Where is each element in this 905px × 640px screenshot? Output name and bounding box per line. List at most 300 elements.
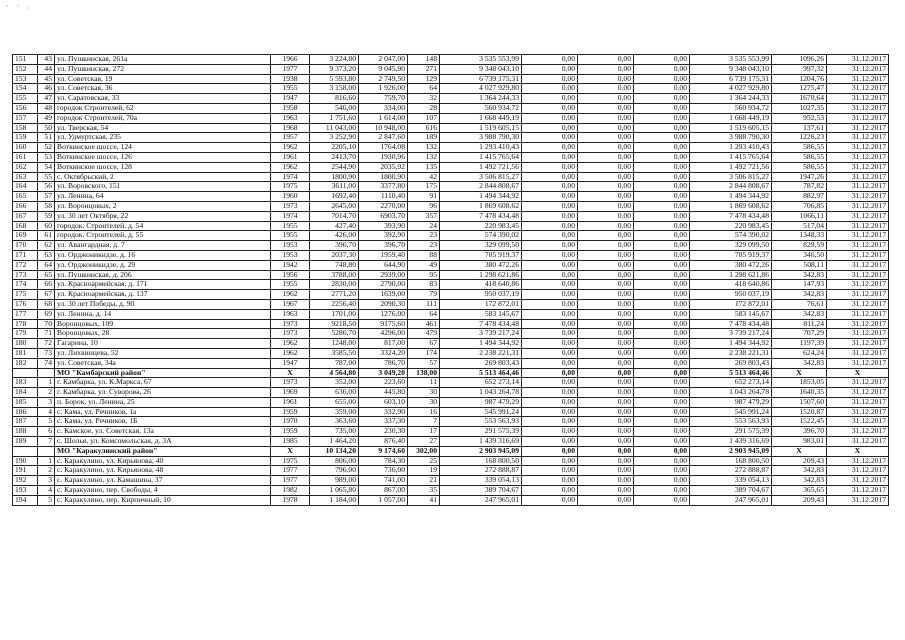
cell-residents: 138,00 (408, 368, 440, 378)
cell-local-number: 62 (38, 241, 55, 251)
cell-living-area: 1930,96 (359, 152, 408, 162)
cell-living-area: 3377,80 (359, 182, 408, 192)
cell-living-area: 2270,00 (359, 201, 408, 211)
cell-cost-c: 0,00 (634, 388, 690, 398)
cell-cost-a: 0,00 (522, 427, 578, 437)
cell-cost-a: 0,00 (522, 388, 578, 398)
cell-residents: 17 (408, 427, 440, 437)
cell-address: ул. Красноармейская, д. 171 (55, 280, 271, 290)
cell-row-number: 180 (13, 339, 38, 349)
cell-cost-b: 0,00 (578, 94, 634, 104)
table-body (13, 55, 889, 506)
cell-address: Воткинское шоссе, 126 (55, 152, 271, 162)
cell-final-cost: 1 492 721,56 (690, 162, 772, 172)
cell-living-area: 6903,70 (359, 211, 408, 221)
cell-residents: 95 (408, 270, 440, 280)
cell-total-cost: 1 494 344,92 (440, 192, 522, 202)
cell-row-number: 184 (13, 388, 38, 398)
cell-deadline: 31.12.2017 (827, 339, 889, 349)
cell-total-area: 3 224,80 (310, 55, 359, 65)
cell-cost-a: 0,00 (522, 123, 578, 133)
table-row (13, 495, 889, 505)
cell-residents: 67 (408, 339, 440, 349)
cell-local-number: 70 (38, 319, 55, 329)
cell-build-year: 1962 (271, 290, 310, 300)
cell-total-area: 352,00 (310, 378, 359, 388)
cell-local-number: 73 (38, 348, 55, 358)
table-row (13, 143, 889, 153)
cell-build-year: 1955 (271, 221, 310, 231)
cell-final-cost: 1 043 264,78 (690, 388, 772, 398)
table-row (13, 299, 889, 309)
cell-address: МО "Камбарский район" (55, 368, 271, 378)
cell-total-cost: 418 640,86 (440, 280, 522, 290)
table-row (13, 103, 889, 113)
cell-living-area: 1276,00 (359, 309, 408, 319)
cell-cost-per-m2: 706,85 (772, 201, 827, 211)
cell-cost-c: 0,00 (634, 290, 690, 300)
cell-build-year: 1978 (271, 495, 310, 505)
cell-local-number: 67 (38, 290, 55, 300)
cell-row-number: 172 (13, 260, 38, 270)
cell-row-number: 155 (13, 94, 38, 104)
cell-deadline: 31.12.2017 (827, 319, 889, 329)
cell-living-area: 2 749,50 (359, 74, 408, 84)
cell-address: ул. Пушкинская, 261а (55, 55, 271, 65)
cell-cost-b: 0,00 (578, 339, 634, 349)
cell-final-cost: 2 238 221,31 (690, 348, 772, 358)
cell-build-year: 1942 (271, 260, 310, 270)
cell-cost-per-m2: 342,83 (772, 476, 827, 486)
cell-cost-per-m2: 586,55 (772, 162, 827, 172)
cell-cost-b: 0,00 (578, 143, 634, 153)
cell-deadline: 31.12.2017 (827, 64, 889, 74)
cell-cost-b: 0,00 (578, 378, 634, 388)
table-row (13, 358, 889, 368)
cell-local-number: 57 (38, 192, 55, 202)
cell-cost-per-m2: 1520,87 (772, 407, 827, 417)
cell-residents: 30 (408, 397, 440, 407)
cell-residents: 23 (408, 241, 440, 251)
cell-cost-a: 0,00 (522, 250, 578, 260)
cell-cost-c: 0,00 (634, 123, 690, 133)
cell-final-cost: 583 145,67 (690, 309, 772, 319)
table-row (13, 201, 889, 211)
cell-cost-c: 0,00 (634, 495, 690, 505)
cell-deadline: 31.12.2017 (827, 94, 889, 104)
cell-address: ул. Советская, 19 (55, 74, 271, 84)
cell-address: ул. Орджоникидзе, д. 29 (55, 260, 271, 270)
cell-cost-b: 0,00 (578, 133, 634, 143)
cell-address: городок. Строителей, д. 55 (55, 231, 271, 241)
cell-total-cost: 553 563,93 (440, 417, 522, 427)
cell-cost-c: 0,00 (634, 476, 690, 486)
cell-address: ул. Орджоникидзе, д. 16 (55, 250, 271, 260)
cell-total-area: 10 134,20 (310, 446, 359, 456)
cell-living-area: 784,30 (359, 456, 408, 466)
cell-local-number: 5 (38, 495, 55, 505)
cell-address: с. Каракулино, ул. Камашина, 37 (55, 476, 271, 486)
cell-cost-c: 0,00 (634, 280, 690, 290)
cell-cost-per-m2: 1853,05 (772, 378, 827, 388)
table-row (13, 172, 889, 182)
cell-residents: 148 (408, 55, 440, 65)
cell-row-number (13, 368, 38, 378)
cell-final-cost: 7 478 434,48 (690, 319, 772, 329)
cell-build-year: 1973 (271, 319, 310, 329)
cell-cost-a: 0,00 (522, 319, 578, 329)
cell-deadline: 31.12.2017 (827, 113, 889, 123)
cell-row-number: 181 (13, 348, 38, 358)
cell-residents: 16 (408, 407, 440, 417)
cell-deadline: 31.12.2017 (827, 388, 889, 398)
cell-final-cost: 3 535 553,99 (690, 55, 772, 65)
cell-final-cost: 5 513 464,46 (690, 368, 772, 378)
cell-total-cost: 987 479,29 (440, 397, 522, 407)
cell-address: Гагарина, 10 (55, 339, 271, 349)
cell-local-number (38, 368, 55, 378)
table-row (13, 260, 889, 270)
cell-address: ул. Воровского, 151 (55, 182, 271, 192)
cell-cost-a: 0,00 (522, 64, 578, 74)
cell-build-year: 1977 (271, 64, 310, 74)
cell-cost-a: 0,00 (522, 162, 578, 172)
cell-total-cost: 172 872,01 (440, 299, 522, 309)
table-row (13, 64, 889, 74)
cell-cost-per-m2: 517,04 (772, 221, 827, 231)
cell-cost-c: 0,00 (634, 348, 690, 358)
cell-local-number: 65 (38, 270, 55, 280)
cell-address: ул. Ленина, д. 14 (55, 309, 271, 319)
cell-deadline: 31.12.2017 (827, 329, 889, 339)
cell-residents: 107 (408, 113, 440, 123)
cell-residents: 461 (408, 319, 440, 329)
cell-address: с. Каракулино, пер. Свободы, 4 (55, 486, 271, 496)
cell-cost-per-m2: 1204,76 (772, 74, 827, 84)
cell-cost-c: 0,00 (634, 133, 690, 143)
cell-total-cost: 950 037,19 (440, 290, 522, 300)
cell-total-cost: 705 919,37 (440, 250, 522, 260)
cell-final-cost: 4 027 929,80 (690, 84, 772, 94)
cell-cost-per-m2: 1947,26 (772, 172, 827, 182)
cell-local-number: 58 (38, 201, 55, 211)
cell-address: с. Шолья, ул. Комсомольская, д. 3А (55, 437, 271, 447)
cell-cost-c: 0,00 (634, 55, 690, 65)
cell-total-area: 2544,90 (310, 162, 359, 172)
table-row (13, 348, 889, 358)
cell-final-cost: 339 054,13 (690, 476, 772, 486)
cell-final-cost: 987 479,29 (690, 397, 772, 407)
cell-address: ул. Удмуртская, 235 (55, 133, 271, 143)
cell-residents: 357 (408, 211, 440, 221)
cell-row-number: 164 (13, 182, 38, 192)
cell-cost-c: 0,00 (634, 299, 690, 309)
cell-living-area: 1959,40 (359, 250, 408, 260)
cell-cost-b: 0,00 (578, 466, 634, 476)
cell-total-cost: 220 983,45 (440, 221, 522, 231)
cell-final-cost: 418 640,86 (690, 280, 772, 290)
cell-row-number: 169 (13, 231, 38, 241)
cell-build-year: Х (271, 368, 310, 378)
cell-living-area: 3324,20 (359, 348, 408, 358)
table-row (13, 192, 889, 202)
cell-final-cost: 291 575,39 (690, 427, 772, 437)
cell-build-year: 1970 (271, 417, 310, 427)
cell-living-area: 2939,00 (359, 270, 408, 280)
cell-cost-b: 0,00 (578, 427, 634, 437)
cell-deadline: 31.12.2017 (827, 123, 889, 133)
page-corner-mark: ` ` · (6, 4, 33, 13)
cell-row-number: 152 (13, 64, 38, 74)
table-row (13, 437, 889, 447)
cell-build-year: 1963 (271, 309, 310, 319)
cell-cost-per-m2: 76,61 (772, 299, 827, 309)
cell-final-cost: 1 415 765,64 (690, 152, 772, 162)
table-row (13, 456, 889, 466)
cell-build-year: 1977 (271, 476, 310, 486)
cell-residents: 64 (408, 309, 440, 319)
cell-total-cost: 2 844 808,67 (440, 182, 522, 192)
cell-cost-a: 0,00 (522, 113, 578, 123)
cell-local-number: 71 (38, 329, 55, 339)
cell-final-cost: 1 293 410,43 (690, 143, 772, 153)
cell-residents: 28 (408, 103, 440, 113)
cell-cost-c: 0,00 (634, 231, 690, 241)
cell-cost-b: 0,00 (578, 388, 634, 398)
cell-row-number: 153 (13, 74, 38, 84)
cell-residents: 42 (408, 172, 440, 182)
cell-row-number: 178 (13, 319, 38, 329)
cell-total-area: 806,00 (310, 456, 359, 466)
cell-deadline: 31.12.2017 (827, 495, 889, 505)
cell-address: ул. 30 лет Победы, д. 90 (55, 299, 271, 309)
cell-final-cost: 247 965,01 (690, 495, 772, 505)
cell-address: ул. Пушкинская, д. 206 (55, 270, 271, 280)
cell-cost-b: 0,00 (578, 201, 634, 211)
cell-total-cost: 1 415 765,64 (440, 152, 522, 162)
cell-residents: 24 (408, 221, 440, 231)
cell-living-area: 9 174,60 (359, 446, 408, 456)
cell-residents: 175 (408, 182, 440, 192)
cell-total-area: 1248,00 (310, 339, 359, 349)
cell-local-number: 74 (38, 358, 55, 368)
cell-final-cost: 2 903 945,09 (690, 446, 772, 456)
cell-cost-c: 0,00 (634, 113, 690, 123)
cell-living-area: 2790,00 (359, 280, 408, 290)
cell-living-area: 230,30 (359, 427, 408, 437)
cell-cost-a: 0,00 (522, 201, 578, 211)
cell-address: городок Строителей, 70а (55, 113, 271, 123)
cell-deadline: 31.12.2017 (827, 348, 889, 358)
cell-cost-per-m2: 342,83 (772, 270, 827, 280)
table-row (13, 397, 889, 407)
cell-cost-c: 0,00 (634, 221, 690, 231)
cell-cost-c: 0,00 (634, 94, 690, 104)
cell-deadline: 31.12.2017 (827, 192, 889, 202)
cell-total-cost: 1 293 410,43 (440, 143, 522, 153)
cell-row-number: 182 (13, 358, 38, 368)
cell-cost-a: 0,00 (522, 417, 578, 427)
cell-cost-a: 0,00 (522, 309, 578, 319)
cell-residents: 96 (408, 201, 440, 211)
cell-address: ул. Ленина, 64 (55, 192, 271, 202)
cell-cost-per-m2: 1027,35 (772, 103, 827, 113)
cell-row-number: 158 (13, 123, 38, 133)
cell-total-cost: 329 099,50 (440, 241, 522, 251)
cell-cost-per-m2: 1507,60 (772, 397, 827, 407)
cell-build-year: 1969 (271, 388, 310, 398)
cell-address: Воронцовых, 109 (55, 319, 271, 329)
cell-cost-c: 0,00 (634, 319, 690, 329)
cell-final-cost: 574 390,02 (690, 231, 772, 241)
cell-total-cost: 3 535 553,99 (440, 55, 522, 65)
cell-cost-b: 0,00 (578, 260, 634, 270)
cell-cost-b: 0,00 (578, 446, 634, 456)
cell-address: г. Камбарка, ул. Суворова, 26 (55, 388, 271, 398)
cell-cost-c: 0,00 (634, 397, 690, 407)
cell-total-area: 3788,00 (310, 270, 359, 280)
cell-living-area: 392,90 (359, 231, 408, 241)
cell-deadline: 31.12.2017 (827, 417, 889, 427)
cell-total-area: 816,60 (310, 94, 359, 104)
table-row (13, 231, 889, 241)
cell-deadline: 31.12.2017 (827, 309, 889, 319)
cell-cost-b: 0,00 (578, 162, 634, 172)
cell-total-area: 7014,70 (310, 211, 359, 221)
cell-total-cost: 1 364 244,33 (440, 94, 522, 104)
table-row (13, 94, 889, 104)
cell-cost-b: 0,00 (578, 270, 634, 280)
cell-build-year: 1960 (271, 192, 310, 202)
cell-total-area: 2256,40 (310, 299, 359, 309)
cell-total-area: 3 158,00 (310, 84, 359, 94)
cell-cost-per-m2: 342,83 (772, 290, 827, 300)
cell-local-number: 56 (38, 182, 55, 192)
cell-living-area: 786,70 (359, 358, 408, 368)
cell-deadline: 31.12.2017 (827, 103, 889, 113)
cell-cost-a: 0,00 (522, 182, 578, 192)
cell-cost-a: 0,00 (522, 358, 578, 368)
cell-cost-c: 0,00 (634, 486, 690, 496)
cell-address: ул. Советская, 34а (55, 358, 271, 368)
cell-deadline: 31.12.2017 (827, 378, 889, 388)
cell-cost-b: 0,00 (578, 152, 634, 162)
cell-row-number: 173 (13, 270, 38, 280)
cell-residents: 23 (408, 231, 440, 241)
cell-residents: 11 (408, 378, 440, 388)
cell-address: с. Камское, ул. Советская, 13а (55, 427, 271, 437)
cell-final-cost: 553 563,93 (690, 417, 772, 427)
cell-address: Воронцовых, 28 (55, 329, 271, 339)
cell-final-cost: 950 037,19 (690, 290, 772, 300)
cell-cost-a: 0,00 (522, 290, 578, 300)
cell-cost-a: 0,00 (522, 437, 578, 447)
cell-build-year: 1975 (271, 182, 310, 192)
cell-living-area: 337,30 (359, 417, 408, 427)
cell-cost-c: 0,00 (634, 84, 690, 94)
cell-cost-per-m2: 787,82 (772, 182, 827, 192)
cell-residents: 49 (408, 260, 440, 270)
cell-cost-c: 0,00 (634, 417, 690, 427)
cell-deadline: 31.12.2017 (827, 84, 889, 94)
cell-build-year: 1973 (271, 378, 310, 388)
cell-final-cost: 705 919,37 (690, 250, 772, 260)
cell-build-year: 1963 (271, 113, 310, 123)
cell-final-cost: 1 519 605,15 (690, 123, 772, 133)
cell-build-year: 1973 (271, 201, 310, 211)
cell-cost-a: 0,00 (522, 211, 578, 221)
cell-final-cost: 1 494 344,92 (690, 339, 772, 349)
cell-cost-b: 0,00 (578, 123, 634, 133)
cell-total-cost: 7 478 434,48 (440, 319, 522, 329)
group-row (13, 368, 889, 378)
cell-total-area: 1701,00 (310, 309, 359, 319)
cell-deadline: 31.12.2017 (827, 486, 889, 496)
cell-total-cost: 2 903 945,09 (440, 446, 522, 456)
cell-build-year: 1962 (271, 162, 310, 172)
cell-cost-a: 0,00 (522, 143, 578, 153)
cell-living-area: 1110,40 (359, 192, 408, 202)
cell-address: Воткинское шоссе, 124 (55, 143, 271, 153)
cell-build-year: 1974 (271, 211, 310, 221)
cell-living-area: 2035,92 (359, 162, 408, 172)
cell-row-number: 171 (13, 250, 38, 260)
cell-total-area: 636,00 (310, 388, 359, 398)
cell-total-cost: 545 991,24 (440, 407, 522, 417)
cell-cost-c: 0,00 (634, 407, 690, 417)
cell-cost-c: 0,00 (634, 427, 690, 437)
table-row (13, 250, 889, 260)
cell-cost-b: 0,00 (578, 64, 634, 74)
cell-total-cost: 6 739 175,31 (440, 74, 522, 84)
cell-cost-b: 0,00 (578, 368, 634, 378)
table-row (13, 182, 889, 192)
cell-build-year: 1959 (271, 407, 310, 417)
cell-cost-b: 0,00 (578, 74, 634, 84)
housing-register-table (12, 54, 889, 506)
cell-residents: 616 (408, 123, 440, 133)
cell-row-number: 185 (13, 397, 38, 407)
table-row (13, 55, 889, 65)
cell-living-area: 3 049,20 (359, 368, 408, 378)
cell-living-area: 1764,08 (359, 143, 408, 153)
cell-deadline: 31.12.2017 (827, 427, 889, 437)
cell-cost-b: 0,00 (578, 397, 634, 407)
cell-cost-a: 0,00 (522, 94, 578, 104)
cell-final-cost: 3 739 217,24 (690, 329, 772, 339)
cell-local-number: 43 (38, 55, 55, 65)
cell-row-number: 157 (13, 113, 38, 123)
cell-cost-b: 0,00 (578, 192, 634, 202)
cell-build-year: 1961 (271, 397, 310, 407)
cell-total-area: 546,00 (310, 103, 359, 113)
cell-build-year: 1961 (271, 152, 310, 162)
cell-final-cost: 272 888,87 (690, 466, 772, 476)
cell-cost-b: 0,00 (578, 231, 634, 241)
cell-address: г. Камбарка, ул. К.Маркса, 67 (55, 378, 271, 388)
cell-total-area: 1 184,00 (310, 495, 359, 505)
cell-total-area: 735,00 (310, 427, 359, 437)
cell-cost-per-m2: 396,70 (772, 427, 827, 437)
cell-address: с. Каракулино, пер. Кирпичный, 10 (55, 495, 271, 505)
cell-cost-per-m2: 1096,26 (772, 55, 827, 65)
cell-local-number: 4 (38, 407, 55, 417)
cell-build-year: 1957 (271, 133, 310, 143)
cell-cost-b: 0,00 (578, 456, 634, 466)
cell-row-number: 194 (13, 495, 38, 505)
cell-address: МО "Каракулинский район" (55, 446, 271, 456)
cell-cost-c: 0,00 (634, 64, 690, 74)
